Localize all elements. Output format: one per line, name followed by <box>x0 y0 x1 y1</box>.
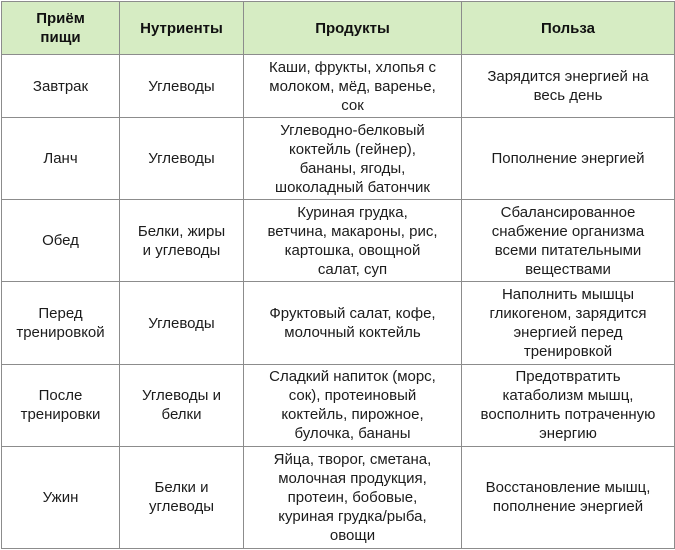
benefit-cell: Восстановление мышц, пополнение энергией <box>462 446 675 548</box>
table-row <box>2 446 675 548</box>
products-cell: Каши, фрукты, хлопья с молоком, мёд, варенье, сок <box>244 55 462 118</box>
nutrients-cell: Углеводы <box>120 282 244 364</box>
benefit-cell: Сбалансированное снабжение организма всеми питательными веществами <box>462 200 675 282</box>
nutrients-cell: Белки, жиры и углеводы <box>120 200 244 282</box>
meal-cell: Ужин <box>2 446 120 548</box>
products-cell: Фруктовый салат, кофе, молочный коктейль <box>244 282 462 364</box>
benefit-cell: Пополнение энергией <box>462 118 675 200</box>
products-cell: Куриная грудка, ветчина, макароны, рис, картошка, овощной салат, суп <box>244 200 462 282</box>
table-row <box>2 55 675 118</box>
meal-cell: После тренировки <box>2 364 120 446</box>
meal-cell: Обед <box>2 200 120 282</box>
meal-cell: Завтрак <box>2 55 120 118</box>
benefit-cell: Зарядится энергией на весь день <box>462 55 675 118</box>
benefit-cell: Наполнить мышцы гликогеном, зарядится энергией перед тренировкой <box>462 282 675 364</box>
meal-cell: Перед тренировкой <box>2 282 120 364</box>
table-row <box>2 282 675 364</box>
table-row <box>2 118 675 200</box>
nutrients-cell: Углеводы <box>120 118 244 200</box>
meal-cell: Ланч <box>2 118 120 200</box>
table-row <box>2 364 675 446</box>
products-cell: Яйца, творог, сметана, молочная продукция, протеин, бобовые, куриная грудка/рыба, овощи <box>244 446 462 548</box>
header-benefit: Польза <box>462 2 675 55</box>
nutrients-cell: Белки и углеводы <box>120 446 244 548</box>
header-meal: Приём пищи <box>2 2 120 55</box>
nutrition-table <box>1 1 675 549</box>
products-cell: Углеводно-белковый коктейль (гейнер), бананы, ягоды, шоколадный батончик <box>244 118 462 200</box>
benefit-cell: Предотвратить катаболизм мышц, восполнить потраченную энергию <box>462 364 675 446</box>
header-nutrients: Нутриенты <box>120 2 244 55</box>
nutrients-cell: Углеводы <box>120 55 244 118</box>
table-header-row <box>2 2 675 55</box>
header-products: Продукты <box>244 2 462 55</box>
nutrients-cell: Углеводы и белки <box>120 364 244 446</box>
table-row <box>2 200 675 282</box>
products-cell: Сладкий напиток (морс, сок), протеиновый коктейль, пирожное, булочка, бананы <box>244 364 462 446</box>
